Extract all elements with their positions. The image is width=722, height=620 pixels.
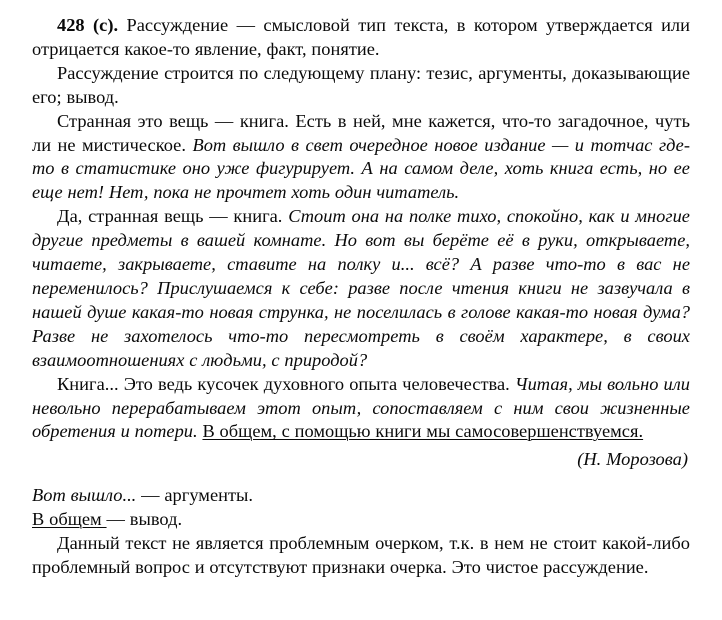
author-attribution: (Н. Морозова)	[577, 449, 688, 470]
paragraph-spiritual-experience-roman: Книга... Это ведь кусочек духовного опыта человечества.	[57, 373, 515, 394]
paragraph-strange-thing-roman: Странная это вещь — книга. Есть в ней, мне кажется, что-то загадочное, чуть ли не мистическое.	[32, 110, 690, 155]
paragraph-strange-thing-italic: Вот вышло в свет очередное новое издание — и тотчас где-то в статистике оно уже фигурирует. А на самом деле, хоть книга есть, но ее еще нет! Нет, пока не прочтет хоть один читатель.	[32, 134, 691, 203]
paragraph-spiritual-experience	[32, 373, 690, 445]
paragraph-book-on-shelf-roman: Да, странная вещь — книга.	[57, 206, 289, 227]
paragraph-definition-text: Рассуждение — смысловой тип текста, в котором утверждается или отрицается какое-то явление, факт, понятие.	[32, 15, 690, 59]
note-conclusion	[32, 508, 690, 532]
note-arguments-roman: — аргументы.	[136, 485, 254, 506]
paragraph-strange-thing	[32, 110, 690, 206]
paragraph-book-on-shelf	[32, 205, 690, 372]
note-analysis-text: Данный текст не является проблемным очерком, т.к. в нем не стоит какой-либо проблемный вопрос и отсутствуют признаки очерка. Это чистое рассуждение.	[32, 533, 690, 577]
note-conclusion-underlined: В общем	[32, 509, 107, 530]
note-conclusion-roman: — вывод.	[106, 509, 183, 530]
exercise-number: 428 (с).	[57, 15, 119, 35]
paragraph-plan	[32, 62, 690, 110]
note-arguments-italic: Вот вышло...	[32, 485, 137, 506]
note-arguments	[32, 484, 690, 508]
paragraph-plan-text: Рассуждение строится по следующему плану: тезис, аргументы, доказывающие его; вывод.	[32, 62, 690, 107]
spacer	[32, 472, 690, 484]
paragraph-conclusion-underlined: В общем, с помощью книги мы самосовершенствуемся.	[202, 421, 644, 442]
paragraph-definition	[32, 14, 690, 62]
paragraph-spiritual-experience-italic: Читая, мы вольно или невольно перерабатываем этот опыт, сопоставляем с ним свои жизненные обретения и потери.	[32, 373, 690, 442]
document-body	[32, 14, 690, 580]
note-analysis	[32, 532, 690, 580]
paragraph-book-on-shelf-italic: Стоит она на полке тихо, спокойно, как и многие другие предметы в вашей комнате. Но вот вы берёте её в руки, открываете, читаете, закрываете, ставите на полку и... всё? А разве что-то в вас не переменилось? Прислушаемся к себе: разве после чтения книги не зазвучала в нашей душе какая-то новая струнка, не поселилась в голове какая-то новая дума? Разве не захотелось что-то пересмотреть в своём характере, в своих взаимоотношениях с людьми, с природой?	[32, 206, 690, 370]
